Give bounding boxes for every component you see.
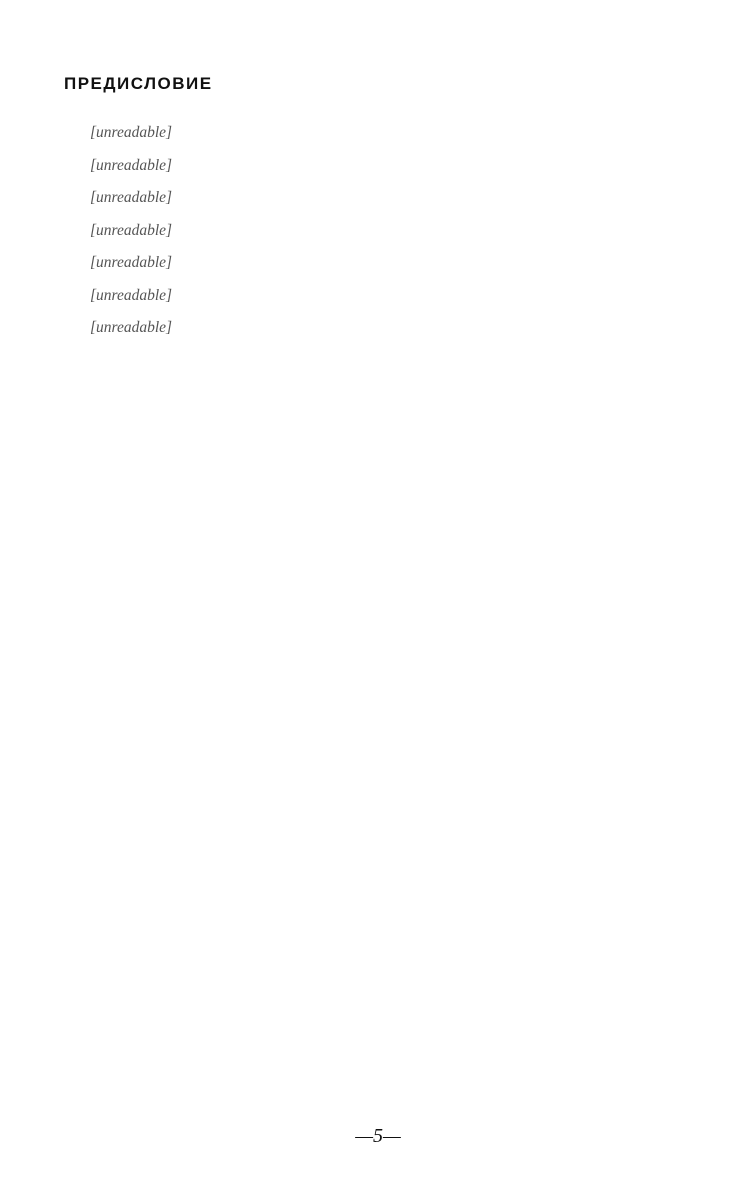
paragraph-1: [unreadable] [90,124,173,141]
body-text [64,124,694,338]
paragraph-2: [unreadable] [90,156,173,174]
paragraph-5: [unreadable] [90,254,173,271]
paragraph-3: [unreadable] [90,189,173,206]
document-page [64,60,694,352]
page-number: —5— [355,1125,401,1147]
paragraph-6: [unreadable] [90,286,173,304]
page-title: ПРЕДИСЛОВИЕ [64,74,213,93]
paragraph-7: [unreadable] [90,319,173,336]
paragraph-4: [unreadable] [90,221,173,239]
